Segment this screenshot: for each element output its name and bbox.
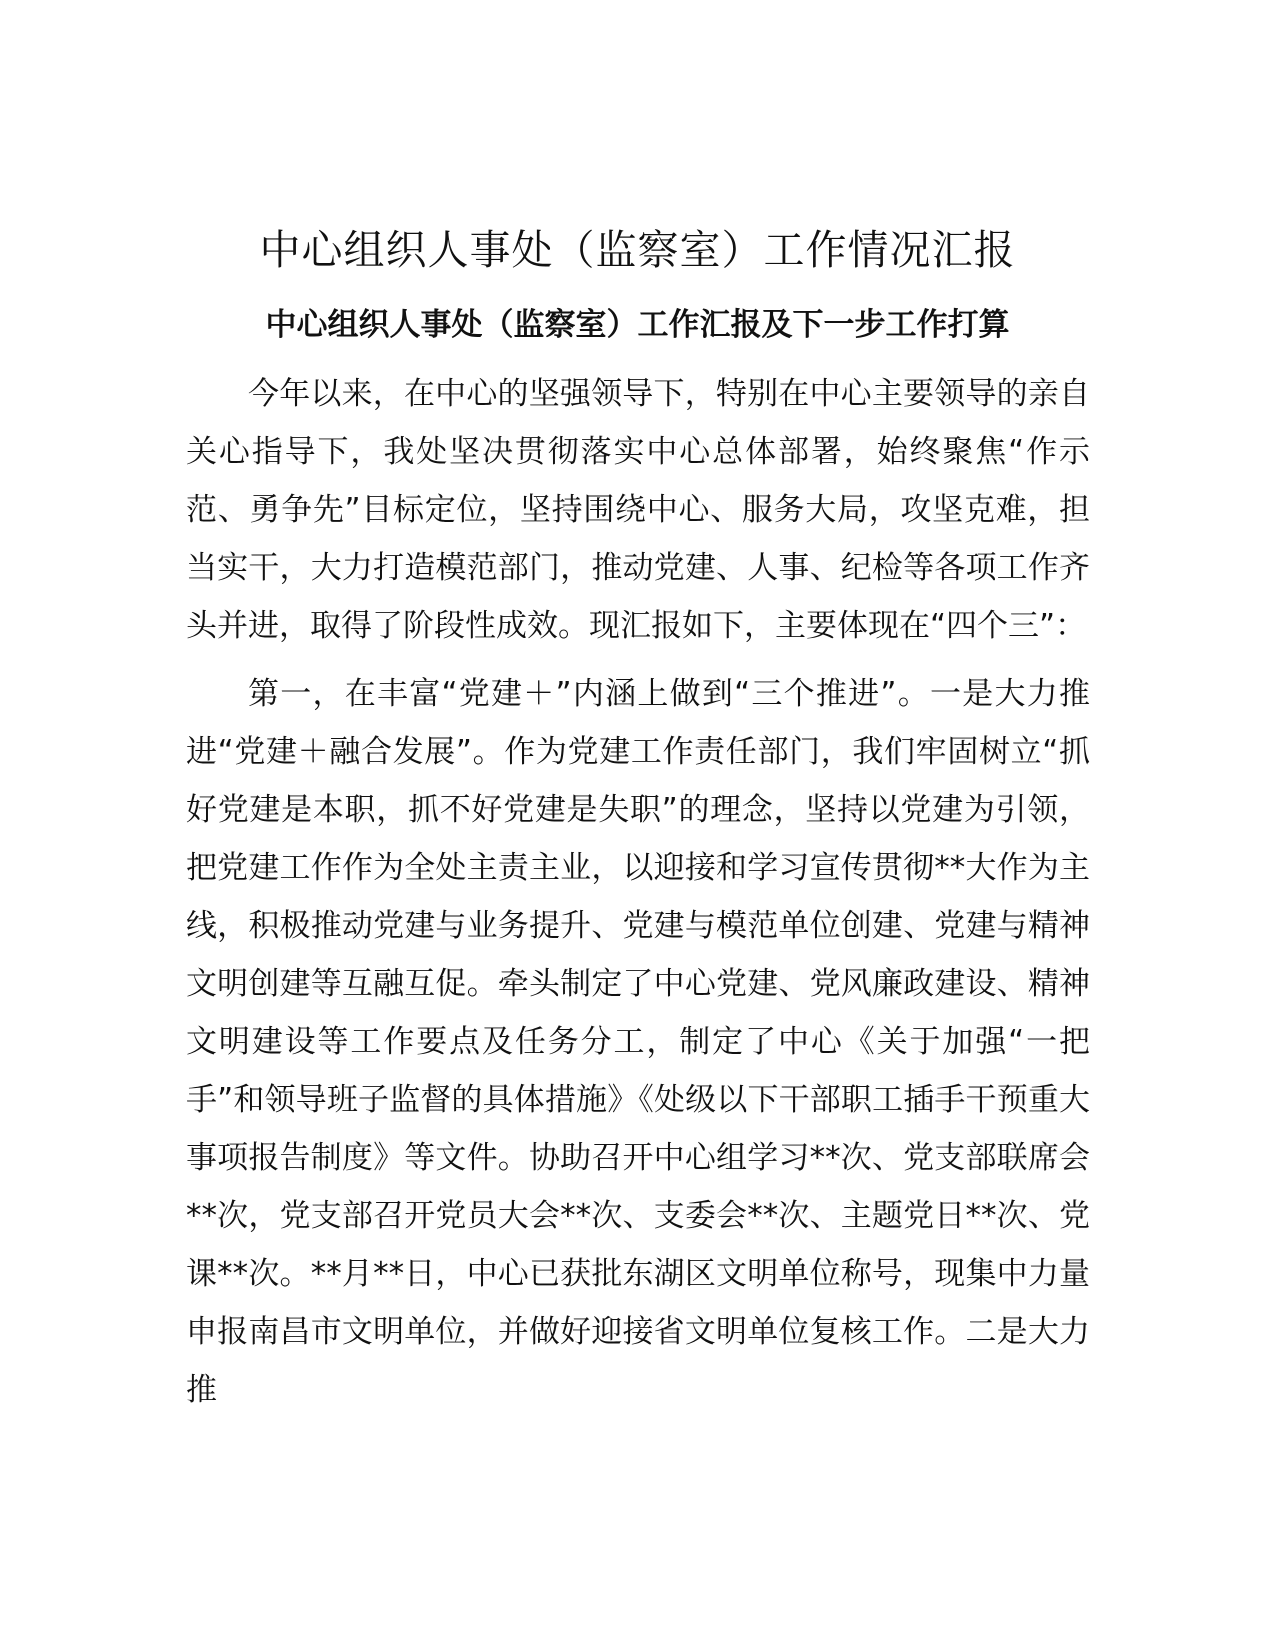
- paragraph-first-point: 第一，在丰富“党建＋”内涵上做到“三个推进”。一是大力推进“党建＋融合发展”。作为党建工作责任部门，我们牢固树立“抓好党建是本职，抓不好党建是失职”的理念，坚持以党建为引领，把党建工作作为全处主责主业，以迎接和学习宣传贯彻**大作为主线，积极推动党建与业务提升、党建与模范单位创建、党建与精神文明创建等互融互促。牵头制定了中心党建、党风廉政建设、精神文明建设等工作要点及任务分工，制定了中心《关于加强“一把手”和领导班子监督的具体措施》《处级以下干部职工插手干预重大事项报告制度》等文件。协助召开中心组学习**次、党支部联席会**次，党支部召开党员大会**次、支委会**次、主题党日**次、党课**次。**月**日，中心已获批东湖区文明单位称号，现集中力量申报南昌市文明单位，并做好迎接省文明单位复核工作。二是大力推: [186, 676, 1090, 1408]
- document-body: [186, 365, 1090, 1419]
- paragraph-intro: 今年以来，在中心的坚强领导下，特别在中心主要领导的亲自关心指导下，我处坚决贯彻落实中心总体部署，始终聚焦“作示范、勇争先”目标定位，坚持围绕中心、服务大局，攻坚克难，担当实干，大力打造模范部门，推动党建、人事、纪检等各项工作齐头并进，取得了阶段性成效。现汇报如下，主要体现在“四个三”：: [186, 376, 1090, 644]
- document-title: 中心组织人事处（监察室）工作情况汇报: [259, 226, 1016, 274]
- document-subtitle: 中心组织人事处（监察室）工作汇报及下一步工作打算: [265, 307, 1010, 343]
